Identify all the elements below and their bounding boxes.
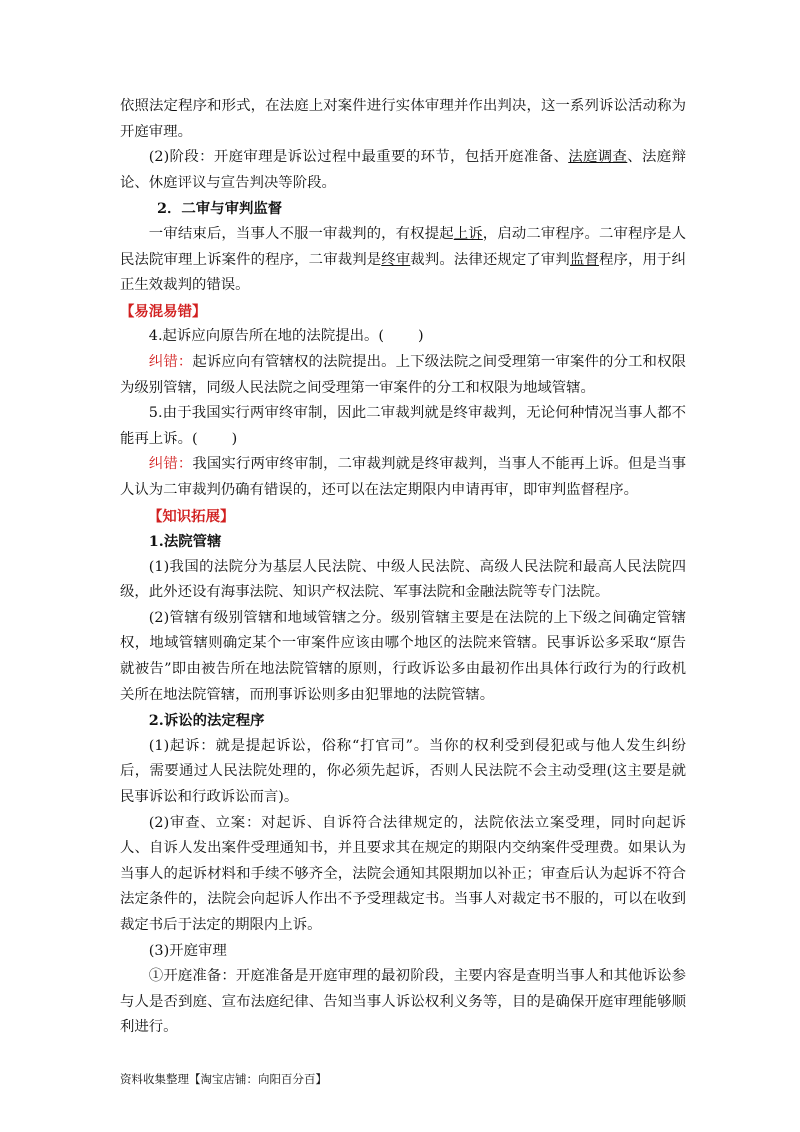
underlined-term: 监督 [569,251,599,268]
heading-legal-procedure: 2.诉讼的法定程序 [148,712,265,730]
question-5: 5.由于我国实行两审终审制，因此二审裁判就是终审裁判，无论何种情况当事人都不能再上诉。( ) [120,405,686,447]
correction-5: 纠错：我国实行两审终审制，二审裁判就是终审裁判，当事人不能再上诉。但是当事人认为二审裁判仍确有错误的，还可以在法定期限内申请再审，即审判监督程序。 [120,456,686,498]
paragraph-court-levels: (1)我国的法院分为基层人民法院、中级人民法院、高级人民法院和最高人民法院四级，此外还设有海事法院、知识产权法院、军事法院和金融法院等专门法院。 [120,558,686,601]
section-heading-common-mistakes: 【易混易错】 [120,302,207,320]
heading-court-jurisdiction: 1.法院管辖 [148,533,222,551]
document-body [120,94,686,1041]
paragraph-filing-suit: (1)起诉：就是提起诉讼，俗称“打官司”。当你的权利受到侵犯或与他人发生纠纷后，需要通过人民法院处理的，你必须先起诉，否则人民法院不会主动受理(这主要是就民事诉讼和行政诉讼而言)。 [120,737,686,806]
correction-4: 纠错：起诉应向有管辖权的法院提出。上下级法院之间受理第一审案件的分工和权限为级别管辖，同级人民法院之间受理第一审案件的分工和权限为地域管辖。 [120,353,686,396]
page-footer: 资料收集整理【淘宝店铺：向阳百分百】 [120,1072,327,1086]
paragraph-hearing-preparation: ①开庭准备：开庭准备是开庭审理的最初阶段，主要内容是查明当事人和其他诉讼参与人是否到庭、宣布法庭纪律、告知当事人诉讼权利义务等，目的是确保开庭审理能够顺利进行。 [120,968,686,1036]
paragraph-jurisdiction-types: (2)管辖有级别管辖和地域管辖之分。级别管辖主要是在法院的上下级之间确定管辖权，地域管辖则确定某个一审案件应该由哪个地区的法院来管辖。民事诉讼多采取“原告就被告”即由被告所在地法院管辖的原则，行政诉讼多由最初作出具体行政行为的行政机关所在地法院管辖，而刑事诉讼则多由犯罪地的法院管辖。 [120,609,686,703]
paragraph-second-instance: 一审结束后，当事人不服一审裁判的，有权提起上诉，启动二审程序。二审程序是人民法院审理上诉案件的程序，二审裁判是终审裁判。法律还规定了审判监督程序，用于纠正生效裁判的错误。 [120,225,686,294]
heading-second-instance: 2．二审与审判监督 [157,200,283,218]
underlined-term: 终审 [381,251,411,268]
question-4: 4.起诉应向原告所在地的法院提出。( ) [148,328,424,345]
paragraph-court-hearing-definition: 依照法定程序和形式，在法庭上对案件进行实体审理并作出判决，这一系列诉讼活动称为开庭审理。 [120,98,686,140]
section-heading-knowledge-extension: 【知识拓展】 [148,507,235,525]
paragraph-hearing-stages: (2)阶段：开庭审理是诉讼过程中最重要的环节，包括开庭准备、法庭调查、法庭辩论、休庭评议与宣告判决等阶段。 [120,149,686,191]
correction-label: 纠错： [148,456,193,473]
underlined-term: 法庭调查 [568,149,628,166]
paragraph-review-and-filing: (2)审查、立案：对起诉、自诉符合法律规定的，法院依法立案受理，同时向起诉人、自诉人发出案件受理通知书，并且要求其在规定的期限内交纳案件受理费。如果认为当事人的起诉材料和手续不够齐全，法院会通知其限期加以补正；审查后认为起诉不符合法定条件的，法院会向起诉人作出不予受理裁定书。当事人对裁定书不服的，可以在收到裁定书后于法定的期限内上诉。 [120,814,686,933]
paragraph-court-hearing-title: (3)开庭审理 [148,942,227,959]
correction-label: 纠错： [148,353,193,370]
underlined-term: 上诉 [453,225,483,242]
